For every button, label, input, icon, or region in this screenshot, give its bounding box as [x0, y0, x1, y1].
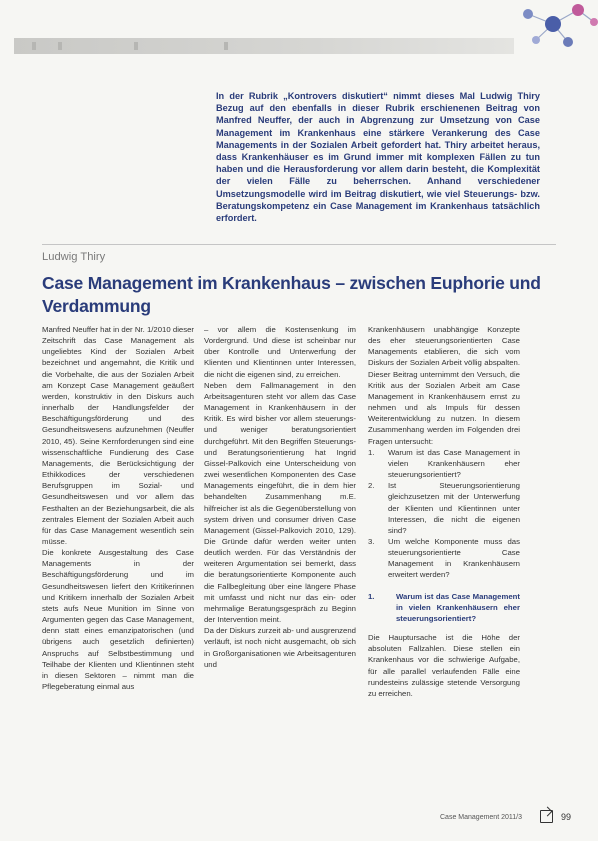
- body-paragraph: Krankenhäusern unabhängige Konzepte des eher steuerungsorientierten Case Managements etablieren, die sich vom Diskurs der Sozialen Arbeit völlig abspalten. Dieser Beitrag unternimmt den Versuch, die Kritik aus der Sozialen Arbeit am Case Management in Krankenhäusern ernst zu nehmen und als Impuls für dessen Weiterentwicklung zu nutzen. In diesem Zusammenhang werden im Folgenden drei Fragen untersucht:: [368, 325, 520, 446]
- body-paragraph: Die Hauptursache ist die Höhe der absoluten Fallzahlen. Diese stellen ein Krankenhaus vor die schwierige Aufgabe, für alle parallel verlaufenden Fälle eine rundesteins zulässige stetende Versorgung zu erreichen.: [368, 633, 520, 698]
- body-paragraph: – vor allem die Kostensenkung im Vordergrund. Und diese ist scheinbar nur über Kontrolle und Unterwerfung der Klienten und Klientinnen unter Interessen, die nicht die eigenen sind, zu erreichen.: [204, 325, 356, 379]
- question-text: Warum ist das Case Management in vielen Krankenhäusern eher steuerungsorientiert?: [388, 447, 520, 480]
- question-text: Um welche Komponente muss das steuerungsorientierte Case Management in Krankenhäusern erweitert werden?: [388, 536, 520, 580]
- header-bar-mark: [224, 42, 228, 50]
- text-column-2: [204, 324, 356, 800]
- question-item: [368, 447, 520, 480]
- molecule-graphic: [508, 0, 598, 52]
- section-number: 1.: [368, 591, 375, 601]
- question-number: 2.: [368, 481, 375, 491]
- arrow-box-icon: [540, 810, 553, 823]
- intro-paragraph: In der Rubrik „Kontrovers diskutiert“ nimmt dieses Mal Ludwig Thiry Bezug auf den ebenfalls in dieser Rubrik erschienenen Beitrag von Manfred Neuffer, der auch in Abgrenzung zur Umsetzung von Case Management im Krankenhaus eine stärkere Verankerung des Case Managements in der Sozialen Arbeit gefordert hat. Thiry arbeitet heraus, dass Krankenhäuser es im Grund immer mit komplexen Fällen zu tun haben und die Herausforderung vor allem darin besteht, die Komplexität der vielen Fälle zu beherrschen. Anhand verschiedener Umsetzungsmodelle wird im Beitrag diskutiert, wie viel Steuerungs- bzw. Beratungskompetenz ein Case Management im Krankenhaus tatsächlich erfordert.: [216, 91, 540, 224]
- text-column-1: [42, 324, 194, 800]
- author-name: Ludwig Thiry: [42, 251, 106, 263]
- body-paragraph: Manfred Neuffer hat in der Nr. 1/2010 dieser Zeitschrift das Case Management als ungeliebtes Kind der Sozialen Arbeit bezeichnet und angemahnt, die Kritik und die Vorbehalte, die aus der Sozialen Arbeit am Konzept Case Management geäußert werden, konstruktiv in den Diskurs auch innerhalb der Handlungsfelder der Beschäftigungsförderung und des Gesundheitswesens aufzunehmen (Neuffer 2010, 45). Seine Kernforderungen sind eine wissenschaftliche Fundierung des Case Managements, die Berücksichtigung der Ethikkodices der verschiedenen Berufsgruppen im Sozial- und Gesundheitswesen und vor allem das Festhalten an der Beziehungsarbeit, die als zentrales Element der Sozialen Arbeit auch für das Case Management wesentlich sein müsse.: [42, 325, 194, 546]
- question-text: Ist Steuerungsorientierung gleichzusetzen mit der Unterwerfung der Klienten und Klientinnen unter Interessen, die nicht die eigenen sind?: [388, 481, 520, 535]
- question-item: [368, 480, 520, 536]
- body-paragraph: Neben dem Fallmanagement in den Arbeitsagenturen steht vor allem das Case Management in Krankenhäusern in der Kritik. Es wird bisher vor allem steuerungs- und weniger beratungsorientiert durchgeführt. Mit den Begriffen Steuerungs- und Beratungsorientierung hat Ingrid Gissel-Palkovich eine Unterscheidung von zwei wesentlichen Komponenten des Case Managements eingeführt, die in dem hier behandelten Zusammenhang m.E. hilfreicher ist als die Gegenüberstellung von system driven und consumer driven Case Management (Gissel-Palkovich 2010, 129). Die Gründe dafür werden weiter unten deutlich werden. Für das Verständnis der weiteren Argumentation sei bemerkt, dass die beratungsorientierte Komponente auch die Fallbegleitung über eine längere Phase mit umfasst und nicht nur das ein- oder mehrmalige Beratungsgespräch zu Beginn der Intervention meint.: [204, 380, 356, 625]
- article-title: Case Management im Krankenhaus – zwischen Euphorie und Verdammung: [42, 273, 541, 316]
- section-heading: [368, 591, 520, 624]
- header-bar: [14, 38, 514, 54]
- header-bar-mark: [134, 42, 138, 50]
- header-bar-mark: [32, 42, 36, 50]
- text-column-3: [368, 324, 520, 800]
- body-paragraph: Da der Diskurs zurzeit ab- und ausgrenzend verläuft, ist noch nicht ausgemacht, ob sich in Großorganisationen wie Arbeitsagenturen und: [204, 626, 356, 669]
- header-bar-mark: [58, 42, 62, 50]
- question-number: 1.: [368, 447, 375, 457]
- divider: [42, 244, 556, 245]
- section-heading-text: Warum ist das Case Management in vielen Krankenhäusern eher steuerungsorientiert?: [396, 591, 520, 623]
- question-list: [368, 447, 520, 581]
- journal-footer: Case Management 2011/3: [440, 814, 522, 821]
- question-number: 3.: [368, 536, 375, 546]
- question-item: [368, 536, 520, 581]
- page-number: 99: [561, 812, 572, 822]
- body-paragraph: Die konkrete Ausgestaltung des Case Managements in der Beschäftigungsförderung und im Gesundheitswesen liefert den Kritikerinnen und Kritikern innerhalb der Sozialen Arbeit stets aufs Neue Munition im Sinne von Argumenten gegen das Case Management, denn statt eines emanzipatorischen (und übrigens auch gesetzlich definierten) Anspruchs auf Selbstbestimmung und Teilhabe der Klienten und Klientinnen steht in diesen Sektoren – nimmt man die Pflegeberatung einmal aus: [42, 548, 194, 691]
